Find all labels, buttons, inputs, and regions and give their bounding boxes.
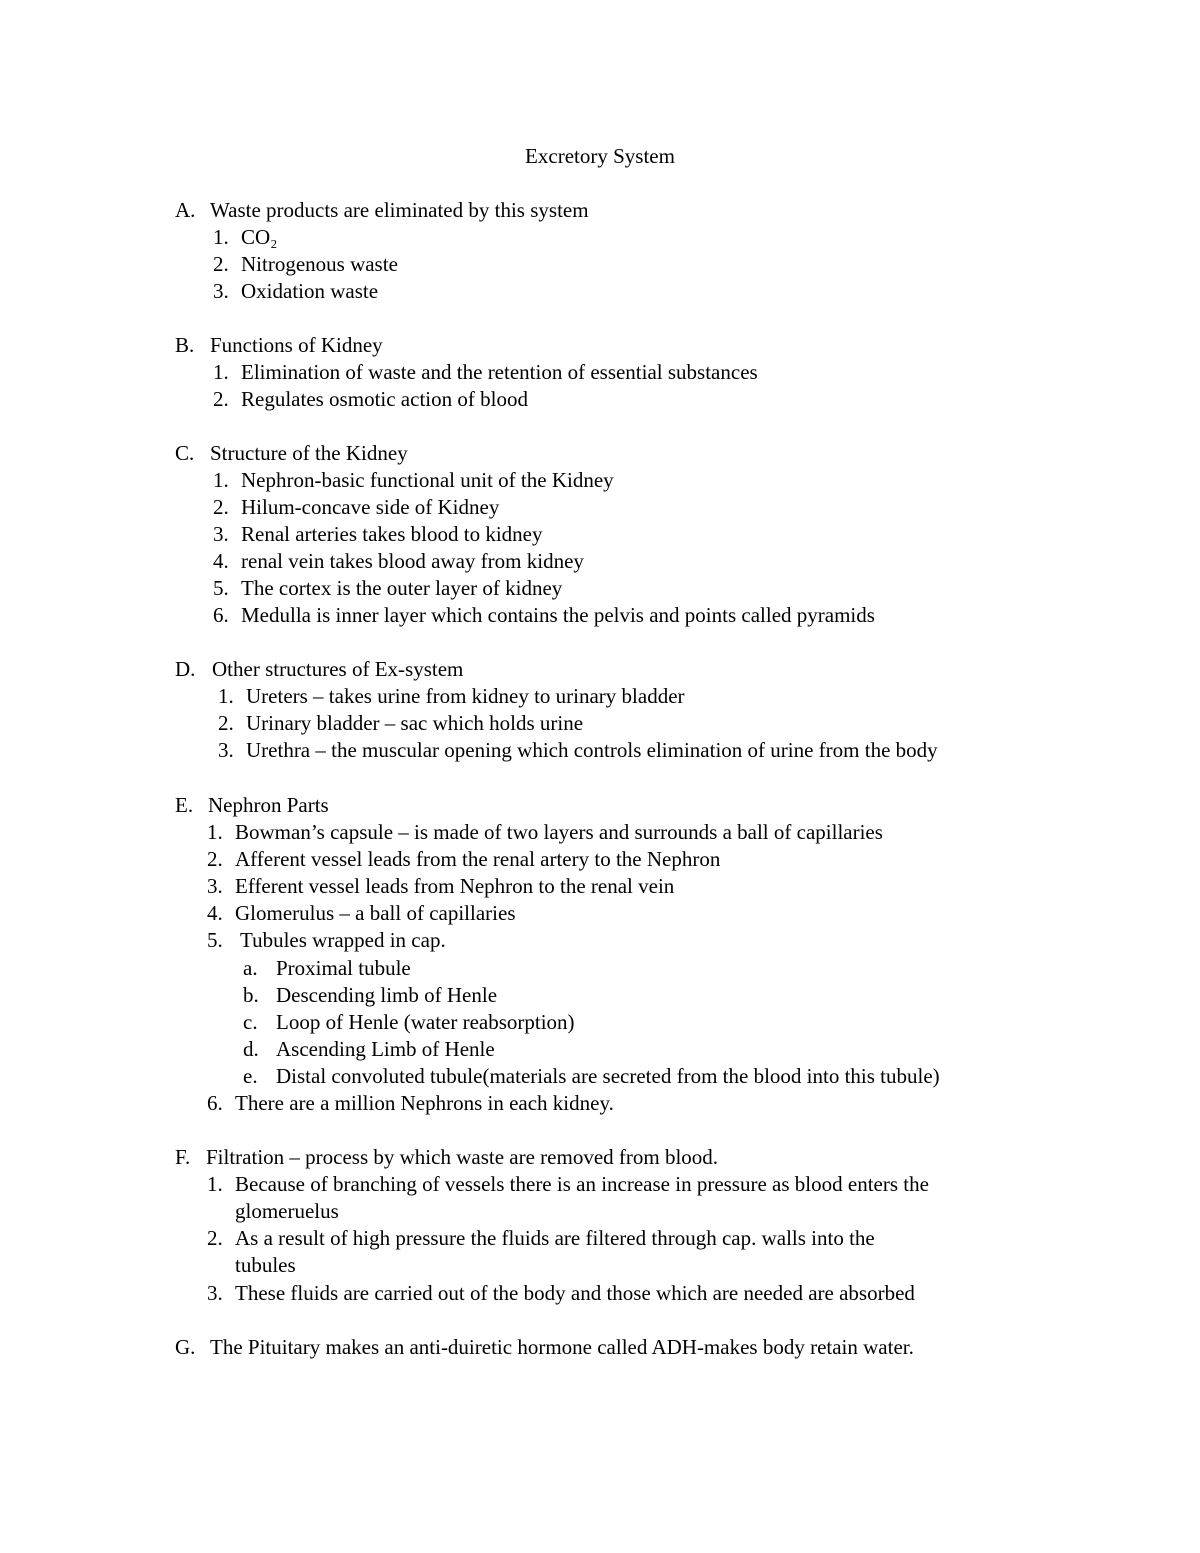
list-item: As a result of high pressure the fluids are filtered through cap. walls into the bbox=[235, 1226, 875, 1250]
list-item-marker: 1. bbox=[207, 820, 223, 844]
sub-item: Distal convoluted tubule(materials are secreted from the blood into this tubule) bbox=[276, 1064, 940, 1088]
list-item: Renal arteries takes blood to kidney bbox=[241, 522, 543, 546]
list-item: Efferent vessel leads from Nephron to the renal vein bbox=[235, 874, 675, 898]
list-item: Because of branching of vessels there is an increase in pressure as blood enters the bbox=[235, 1172, 929, 1196]
section-g-marker: G. bbox=[175, 1335, 196, 1359]
list-item: Nephron-basic functional unit of the Kidney bbox=[241, 468, 614, 492]
list-item-marker: 3. bbox=[213, 522, 229, 546]
list-item: renal vein takes blood away from kidney bbox=[241, 549, 584, 573]
list-item-continuation: glomeruelus bbox=[235, 1199, 339, 1223]
sub-item: Ascending Limb of Henle bbox=[276, 1037, 495, 1061]
list-item: Oxidation waste bbox=[241, 279, 379, 303]
section-e-marker: E. bbox=[175, 793, 194, 817]
list-item-marker: 2. bbox=[207, 1226, 223, 1250]
list-item: There are a million Nephrons in each kidney. bbox=[235, 1091, 614, 1115]
list-item-marker: 2. bbox=[213, 495, 229, 519]
section-e-heading: Nephron Parts bbox=[208, 793, 329, 817]
sub-item-marker: e. bbox=[243, 1064, 258, 1088]
list-item-marker: 3. bbox=[213, 279, 229, 303]
sub-item-marker: c. bbox=[243, 1010, 258, 1034]
list-item: Urethra – the muscular opening which controls elimination of urine from the body bbox=[246, 738, 938, 762]
list-item: Elimination of waste and the retention of essential substances bbox=[241, 360, 758, 384]
sub-item: Descending limb of Henle bbox=[276, 983, 498, 1007]
section-d-marker: D. bbox=[175, 657, 196, 681]
list-item: Bowman’s capsule – is made of two layers and surrounds a ball of capillaries bbox=[235, 820, 883, 844]
list-item-marker: 2. bbox=[218, 711, 234, 735]
list-item-marker: 1. bbox=[218, 684, 234, 708]
section-c-heading: Structure of the Kidney bbox=[210, 441, 408, 465]
list-item-marker: 3. bbox=[218, 738, 234, 762]
list-item-marker: 5. bbox=[213, 576, 229, 600]
section-d-heading: Other structures of Ex-system bbox=[212, 657, 464, 681]
section-a-marker: A. bbox=[175, 198, 196, 222]
page-title: Excretory System bbox=[525, 144, 675, 168]
list-item-marker: 3. bbox=[207, 874, 223, 898]
list-item: Nitrogenous waste bbox=[241, 252, 398, 276]
section-f-marker: F. bbox=[175, 1145, 191, 1169]
list-item: CO₂ bbox=[241, 225, 278, 249]
list-item: The cortex is the outer layer of kidney bbox=[241, 576, 563, 600]
sub-item: Loop of Henle (water reabsorption) bbox=[276, 1010, 575, 1034]
list-item: Regulates osmotic action of blood bbox=[241, 387, 528, 411]
list-item: Medulla is inner layer which contains the pelvis and points called pyramids bbox=[241, 603, 875, 627]
sub-item-marker: b. bbox=[243, 983, 259, 1007]
list-item-marker: 1. bbox=[207, 1172, 223, 1196]
list-item-marker: 6. bbox=[213, 603, 229, 627]
section-b-heading: Functions of Kidney bbox=[210, 333, 383, 357]
section-f-heading: Filtration – process by which waste are removed from blood. bbox=[206, 1145, 719, 1169]
list-item-marker: 4. bbox=[207, 901, 223, 925]
list-item-marker: 6. bbox=[207, 1091, 223, 1115]
list-item: Urinary bladder – sac which holds urine bbox=[246, 711, 584, 735]
list-item-marker: 4. bbox=[213, 549, 229, 573]
section-b-marker: B. bbox=[175, 333, 195, 357]
list-item-marker: 2. bbox=[213, 252, 229, 276]
section-a-heading: Waste products are eliminated by this system bbox=[210, 198, 589, 222]
list-item: Afferent vessel leads from the renal artery to the Nephron bbox=[235, 847, 721, 871]
list-item-marker: 3. bbox=[207, 1281, 223, 1305]
list-item-marker: 1. bbox=[213, 468, 229, 492]
list-item-marker: 2. bbox=[213, 387, 229, 411]
list-item-marker: 1. bbox=[213, 360, 229, 384]
sub-item-marker: d. bbox=[243, 1037, 259, 1061]
sub-item-marker: a. bbox=[243, 956, 258, 980]
list-item: Ureters – takes urine from kidney to urinary bladder bbox=[246, 684, 685, 708]
section-c-marker: C. bbox=[175, 441, 195, 465]
section-g-heading: The Pituitary makes an anti-duiretic hormone called ADH-makes body retain water. bbox=[210, 1335, 914, 1359]
list-item: These fluids are carried out of the body and those which are needed are absorbed bbox=[235, 1281, 915, 1305]
list-item-marker: 5. bbox=[207, 928, 223, 952]
list-item-marker: 1. bbox=[213, 225, 229, 249]
list-item-continuation: tubules bbox=[235, 1253, 296, 1277]
list-item-marker: 2. bbox=[207, 847, 223, 871]
list-item: Hilum-concave side of Kidney bbox=[241, 495, 500, 519]
list-item: Glomerulus – a ball of capillaries bbox=[235, 901, 516, 925]
sub-item: Proximal tubule bbox=[276, 956, 411, 980]
list-item: Tubules wrapped in cap. bbox=[240, 928, 446, 952]
